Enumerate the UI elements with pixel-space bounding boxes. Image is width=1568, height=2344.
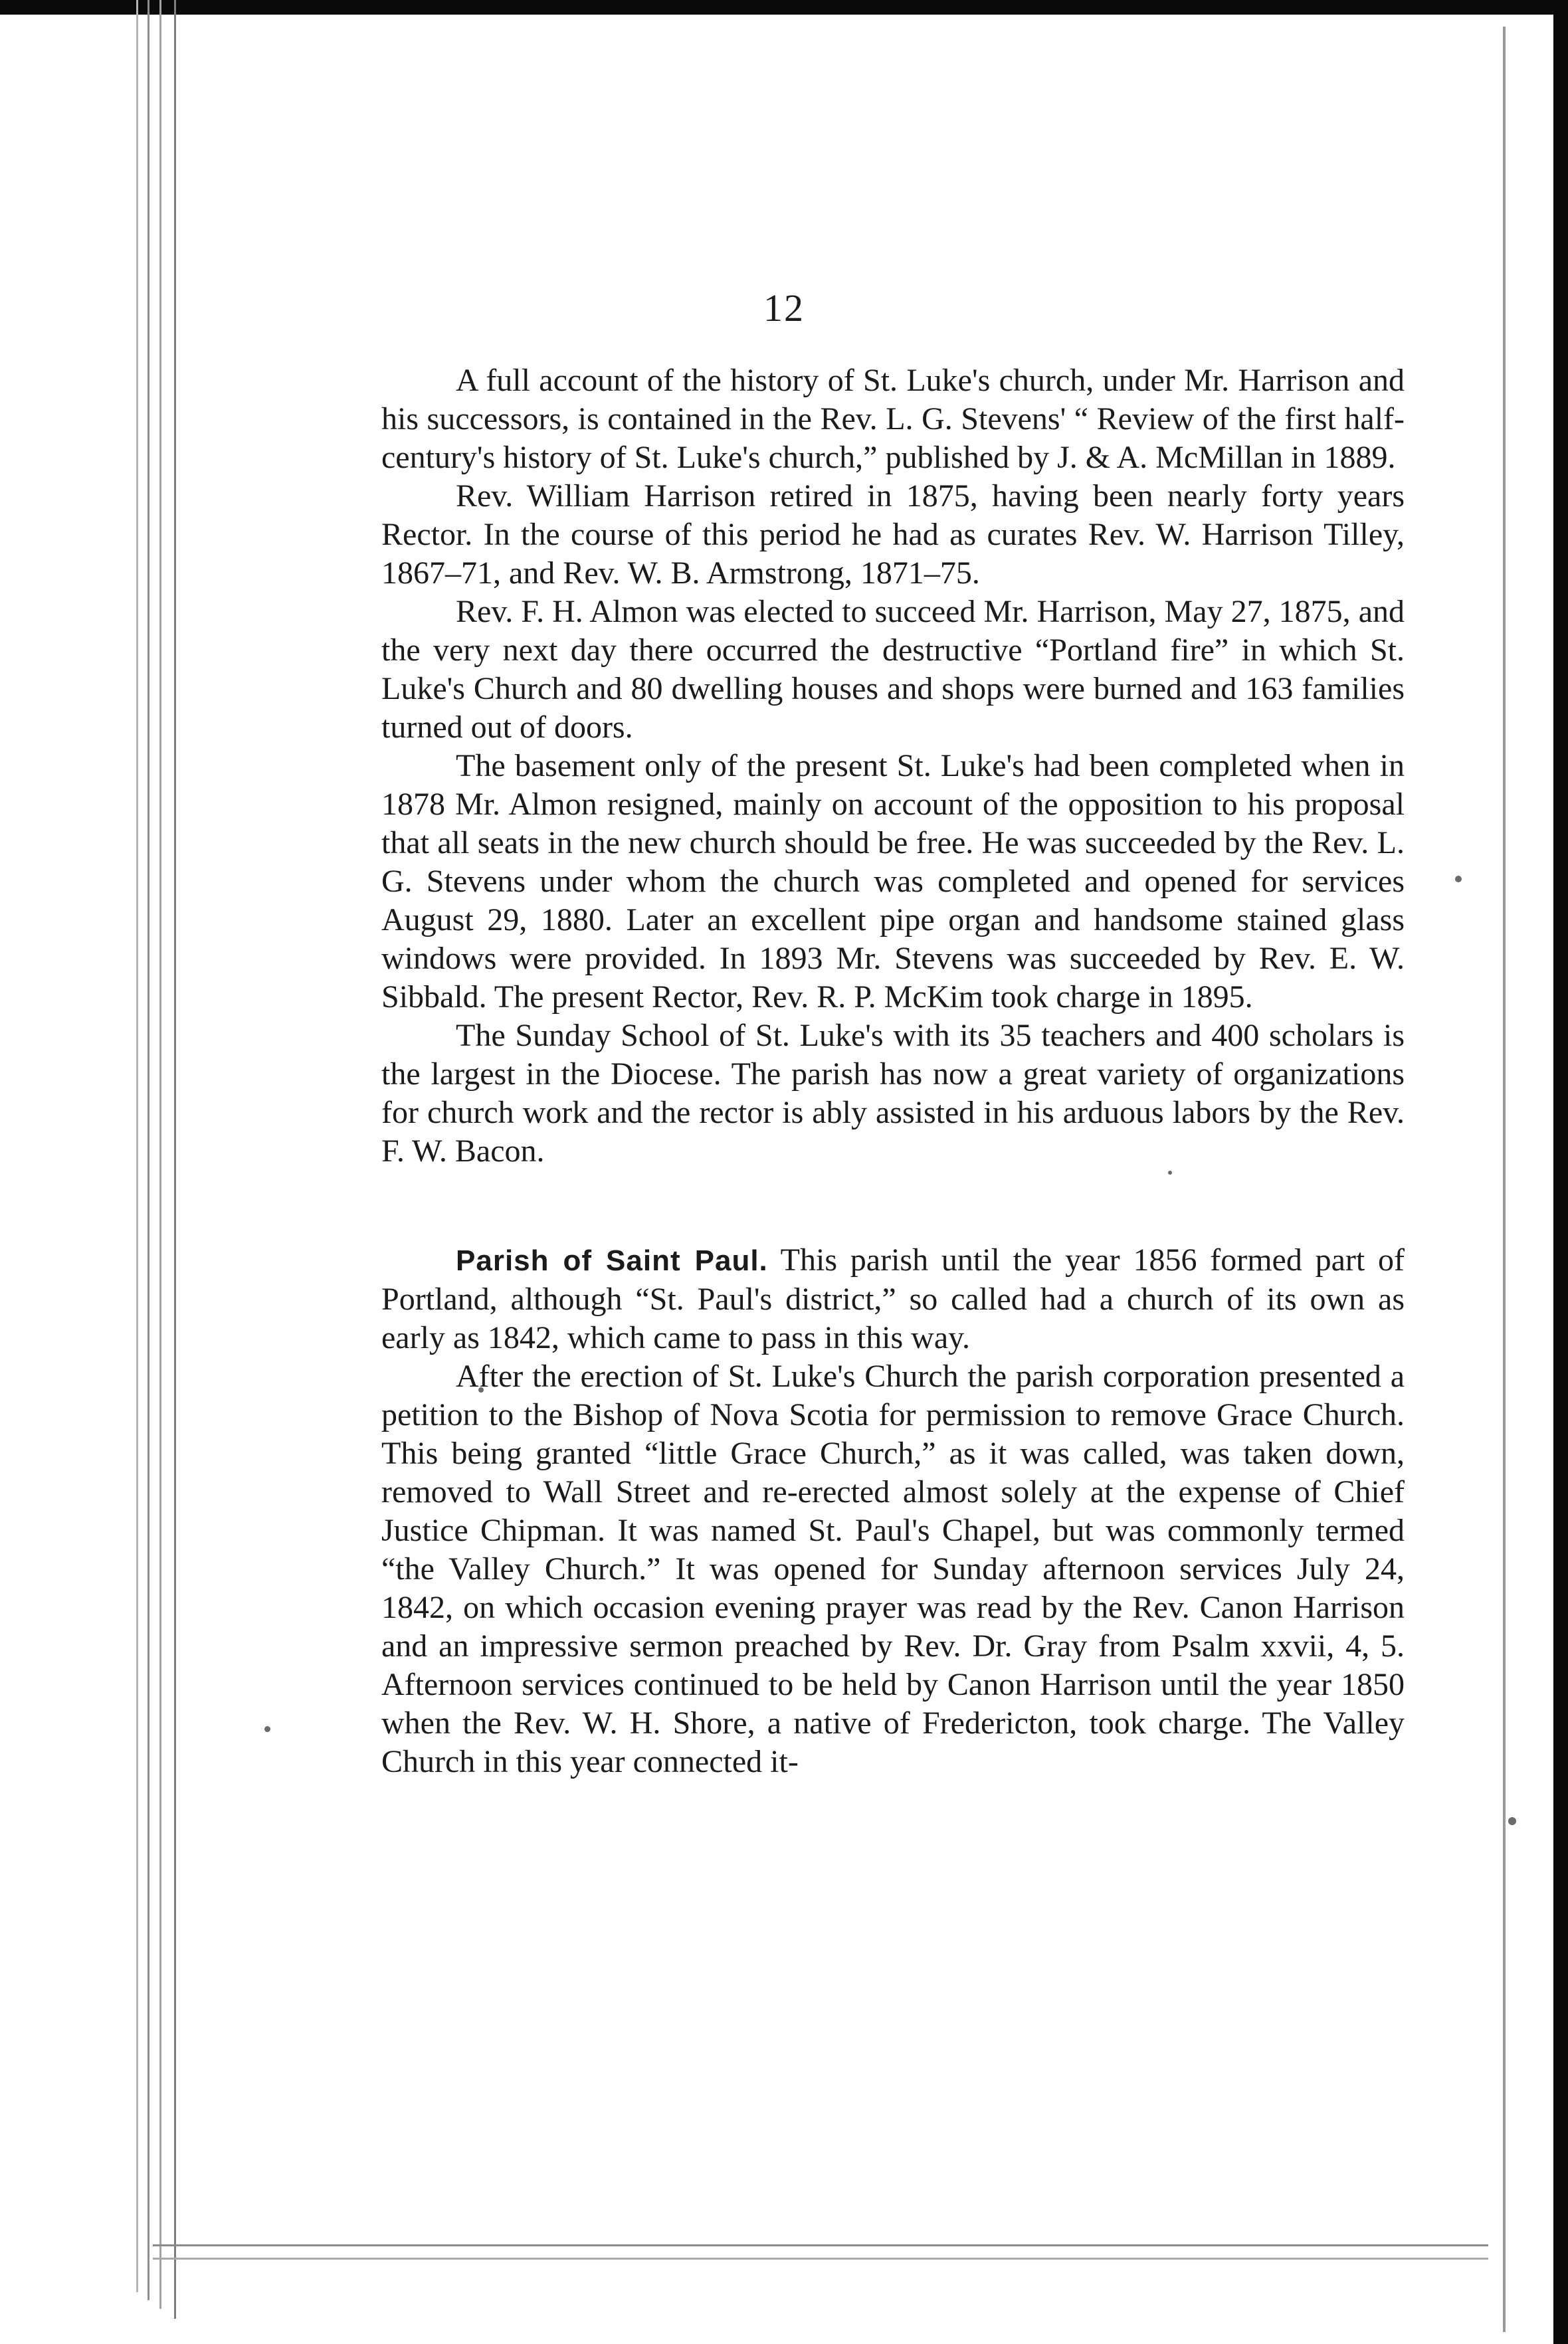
- page-bottom-edge: [153, 2244, 1488, 2246]
- body-paragraph: After the erection of St. Luke's Church the parish corporation presented a petition to the Bishop of Nova Scotia for permission to remove Grace Church. This being granted “little Grace Church,” as it was called, was taken down, removed to Wall Street and re-erected almost solely at the expense of Chief Justice Chipman. It was named St. Paul's Chapel, but was commonly termed “the Valley Church.” It was opened for Sunday afternoon services July 24, 1842, on which occasion evening prayer was read by the Rev. Canon Harrison and an impressive sermon preached by Rev. Dr. Gray from Psalm xxvii, 4, 5. Afternoon services continued to be held by Canon Harrison until the year 1850 when the Rev. W. H. Shore, a native of Fredericton, took charge. The Valley Church in this year connected it-: [381, 1359, 1405, 1779]
- section-intro-paragraph: [381, 1241, 1405, 1357]
- scan-border-top: [0, 0, 1568, 15]
- page-edge-line: [174, 0, 176, 2319]
- paper-speck: [264, 1726, 270, 1732]
- facing-page-edge: [1503, 27, 1506, 2332]
- scan-border-right: [1553, 0, 1568, 2344]
- paper-speck: [1455, 876, 1462, 882]
- section-spacer: [381, 1171, 1405, 1241]
- page-number: 12: [763, 286, 805, 330]
- page-edge-line: [147, 0, 149, 2300]
- page-edge-line: [136, 0, 138, 2292]
- page-body: [381, 361, 1405, 1781]
- body-paragraph: Rev. F. H. Almon was elected to succeed Mr. Harrison, May 27, 1875, and the very next day there occurred the destructive “Portland fire” in which St. Luke's Church and 80 dwelling houses and shops were burned and 163 families turned out of doors.: [381, 594, 1405, 745]
- body-paragraph: Rev. William Harrison retired in 1875, having been nearly forty years Rector. In the course of this period he had as curates Rev. W. Harrison Tilley, 1867–71, and Rev. W. B. Armstrong, 1871–75.: [381, 478, 1405, 591]
- section-intro-text: This parish until the year 1856 formed part of Portland, although “St. Paul's district,” so called had a church of its own as early as 1842, which came to pass in this way.: [381, 1242, 1405, 1355]
- body-paragraph: The Sunday School of St. Luke's with its 35 teachers and 400 scholars is the largest in the Diocese. The parish has now a great variety of organizations for church work and the rector is ably assisted in his arduous labors by the Rev. F. W. Bacon.: [381, 1018, 1405, 1169]
- page-edge-line: [159, 0, 161, 2309]
- body-paragraph: A full account of the history of St. Luke's church, under Mr. Harrison and his successors, is contained in the Rev. L. G. Stevens' “ Review of the first half-century's history of St. Luke's church,” published by J. & A. McMillan in 1889.: [381, 363, 1405, 475]
- section-heading: Parish of Saint Paul.: [456, 1244, 768, 1277]
- paper-speck: [1508, 1817, 1516, 1825]
- page-bottom-edge: [153, 2258, 1488, 2260]
- body-paragraph: The basement only of the present St. Luke's had been completed when in 1878 Mr. Almon resigned, mainly on account of the opposition to his proposal that all seats in the new church should be free. He was succeeded by the Rev. L. G. Stevens under whom the church was completed and opened for services August 29, 1880. Later an excellent pipe organ and handsome stained glass windows were provided. In 1893 Mr. Stevens was succeeded by Rev. E. W. Sibbald. The present Rector, Rev. R. P. McKim took charge in 1895.: [381, 748, 1405, 1015]
